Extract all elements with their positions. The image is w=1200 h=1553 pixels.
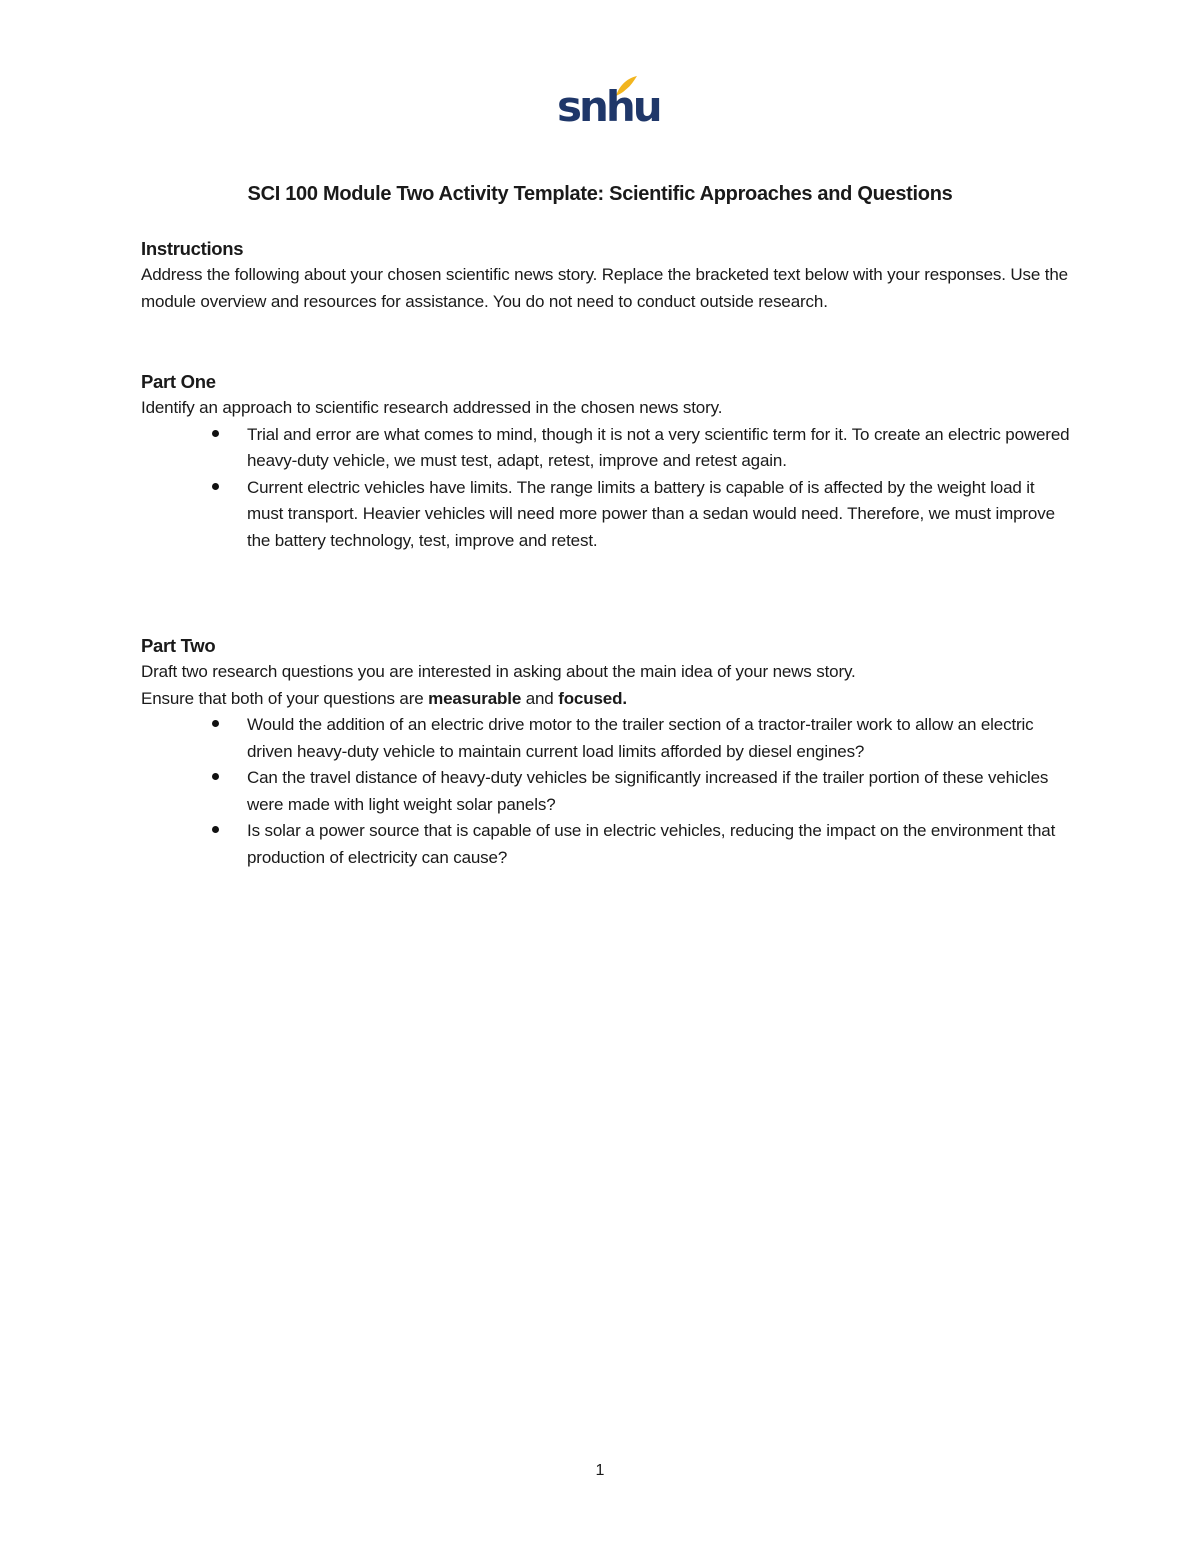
- instructions-heading: Instructions: [141, 238, 244, 259]
- bullet-icon: [212, 720, 219, 727]
- list-item-text: Current electric vehicles have limits. The range limits a battery is capable of is affected by the weight load it must transport. Heavier vehicles will need more power than a sedan would need. Therefore, we must improve the battery technology, test, improve and retest.: [247, 477, 1055, 550]
- part-one-list: [141, 422, 1071, 555]
- prompt-text: and: [521, 688, 559, 708]
- list-item-text: Would the addition of an electric drive motor to the trailer section of a tractor-trailer work to allow an electric driven heavy-duty vehicle to maintain current load limits afforded by diesel engines?: [247, 715, 1034, 761]
- list-item-text: Can the travel distance of heavy-duty vehicles be significantly increased if the trailer portion of these vehicles were made with light weight solar panels?: [247, 768, 1049, 814]
- document-title: SCI 100 Module Two Activity Template: Scientific Approaches and Questions: [247, 183, 953, 205]
- prompt-bold-focused: focused: [558, 688, 623, 708]
- list-item: [141, 765, 1071, 818]
- bullet-icon: [212, 826, 219, 833]
- bullet-icon: [212, 430, 219, 437]
- list-item: [141, 712, 1071, 765]
- part-two-section: [141, 633, 1071, 871]
- part-two-prompt-line1: Draft two research questions you are interested in asking about the main idea of your news story.: [141, 662, 856, 681]
- part-one-heading: Part One: [141, 371, 216, 392]
- page-number: 1: [595, 1462, 605, 1479]
- snhu-logo: [553, 72, 660, 134]
- prompt-bold-measurable: measurable: [428, 688, 522, 708]
- list-item: [141, 475, 1071, 555]
- bullet-icon: [212, 483, 219, 490]
- list-item-text: Is solar a power source that is capable of use in electric vehicles, reducing the impact on the environment that production of electricity can cause?: [247, 821, 1056, 867]
- bullet-icon: [212, 773, 219, 780]
- snhu-logo-text: snhu: [557, 82, 660, 131]
- instructions-text: Address the following about your chosen scientific news story. Replace the bracketed text below with your responses. Use the module overview and resources for assistance. You do not need to conduct outside research.: [141, 265, 1068, 311]
- part-two-list: [141, 712, 1071, 871]
- part-one-section: [141, 369, 1071, 554]
- part-two-heading: Part Two: [141, 635, 216, 656]
- list-item: [141, 422, 1071, 475]
- part-two-prompt-line2: [141, 686, 1071, 713]
- list-item-text: Trial and error are what comes to mind, though it is not a very scientific term for it. To create an electric powered heavy-duty vehicle, we must test, adapt, retest, improve and retest again.: [247, 424, 1070, 470]
- instructions-section: [141, 236, 1071, 315]
- part-one-prompt: Identify an approach to scientific research addressed in the chosen news story.: [141, 398, 723, 417]
- prompt-text: Ensure that both of your questions are: [141, 688, 429, 708]
- prompt-period: .: [622, 688, 627, 708]
- list-item: [141, 818, 1071, 871]
